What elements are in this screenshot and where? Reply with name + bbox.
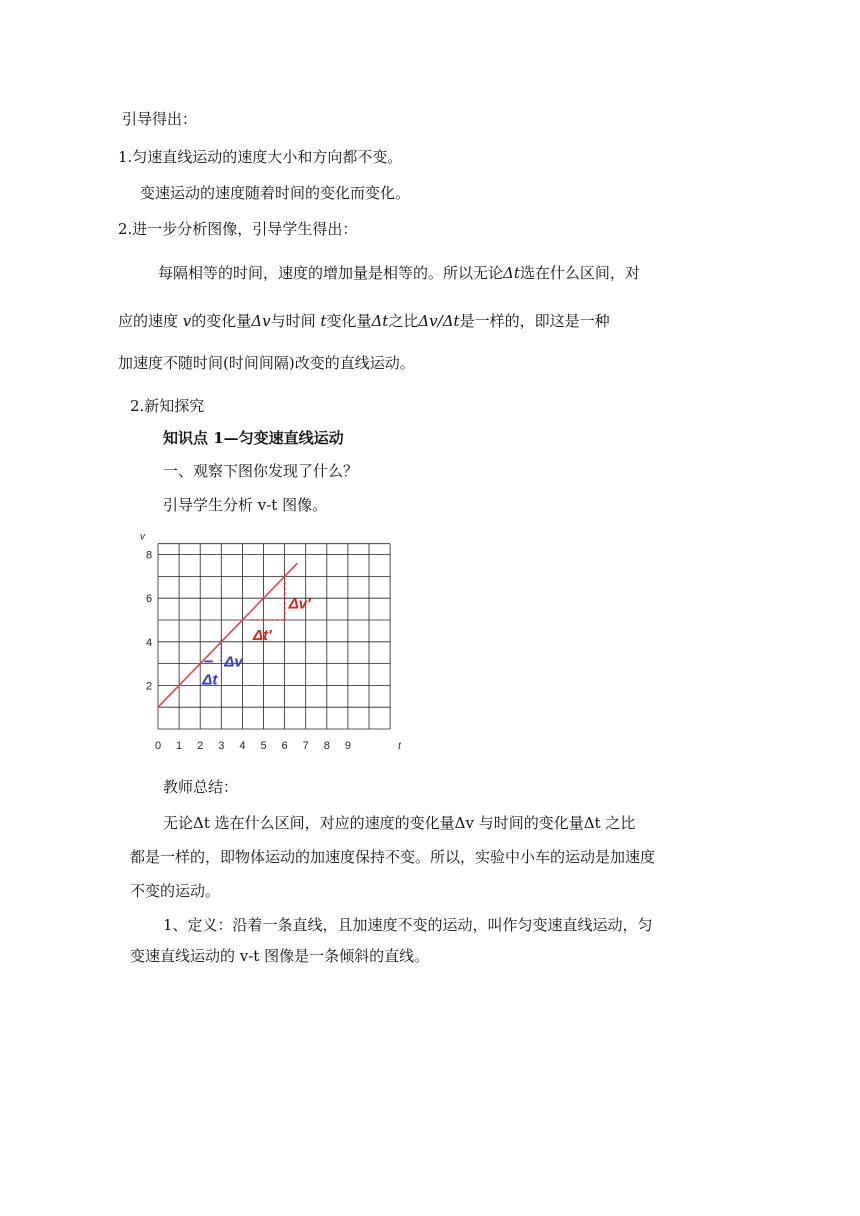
x-tick-label: 6 [281, 740, 288, 752]
text-line-5 [158, 262, 640, 284]
text-symbol: Δt [503, 264, 520, 282]
text-segment: 每隔相等的时间，速度的增加量是相等的。所以无论 [158, 264, 504, 282]
text-segment: 是一样的，即这是一种 [459, 312, 610, 330]
text-line-1: 引导得出： [122, 110, 198, 128]
text-segment: 与时间 [270, 312, 316, 330]
y-tick-label: 2 [145, 680, 153, 693]
text-segment: 之比 [388, 312, 419, 330]
y-tick-label: 4 [145, 636, 153, 649]
y-tick-label: 8 [145, 549, 153, 562]
text-line-11: 引导学生分析 v-t 图像。 [163, 496, 328, 514]
text-segment: 应的速度 [118, 312, 179, 330]
section-heading: 2.新知探究 [130, 397, 205, 415]
text-symbol: Δv/Δt [418, 312, 460, 330]
text-line-2: 1.匀速直线运动的速度大小和方向都不变。 [118, 148, 403, 166]
text-line-6 [118, 310, 610, 332]
text-segment: 变化量 [326, 312, 372, 330]
vt-chart [132, 528, 412, 760]
definition-line-1: 1、定义：沿着一条直线，且加速度不变的运动，叫作匀变速直线运动，匀 [163, 916, 653, 934]
text-line-10: 一、观察下图你发现了什么？ [163, 462, 359, 480]
x-tick-label: 2 [197, 740, 204, 752]
text-symbol: Δt [371, 312, 389, 330]
x-tick-label: 5 [260, 740, 267, 752]
text-line-14: 都是一样的，即物体运动的加速度保持不变。所以，实验中小车的运动是加速度 [130, 848, 656, 866]
x-tick-label: 8 [323, 740, 330, 752]
x-tick-label: 4 [239, 740, 246, 752]
delta-v-prime-label: Δv′ [288, 595, 311, 613]
y-tick-label: 6 [145, 593, 153, 606]
text-segment: 的变化量 [191, 312, 252, 330]
text-symbol: t [320, 312, 327, 330]
text-symbol: v [182, 312, 192, 330]
text-line-7: 加速度不随时间(时间间隔)改变的直线运动。 [118, 354, 415, 372]
text-segment: 选在什么区间，对 [519, 264, 640, 282]
x-tick-label: 0 [154, 740, 162, 752]
x-tick-label: 1 [176, 740, 183, 752]
text-line-13: 无论Δt 选在什么区间，对应的速度的变化量Δv 与时间的变化量Δt 之比 [163, 814, 636, 832]
definition-line-2: 变速直线运动的 v-t 图像是一条倾斜的直线。 [130, 947, 430, 965]
x-tick-label: 9 [344, 740, 351, 752]
teacher-summary-heading: 教师总结： [163, 778, 239, 796]
delta-v-label: Δv [224, 653, 243, 671]
text-line-4: 2.进一步分析图像，引导学生得出： [118, 220, 358, 238]
knowledge-point-title: 知识点 1—匀变速直线运动 [163, 429, 344, 447]
x-tick-label: 7 [302, 740, 309, 752]
x-tick-label: 3 [218, 740, 225, 752]
chart-background [132, 528, 412, 760]
text-line-15: 不变的运动。 [130, 882, 221, 900]
delta-t-prime-label: Δt′ [252, 627, 272, 644]
y-axis-label: v [140, 531, 145, 543]
x-axis-label: t [398, 741, 401, 752]
text-line-3: 变速运动的速度随着时间的变化而变化。 [140, 184, 411, 202]
text-symbol: Δv [251, 312, 271, 330]
delta-t-label: Δt [202, 671, 218, 689]
